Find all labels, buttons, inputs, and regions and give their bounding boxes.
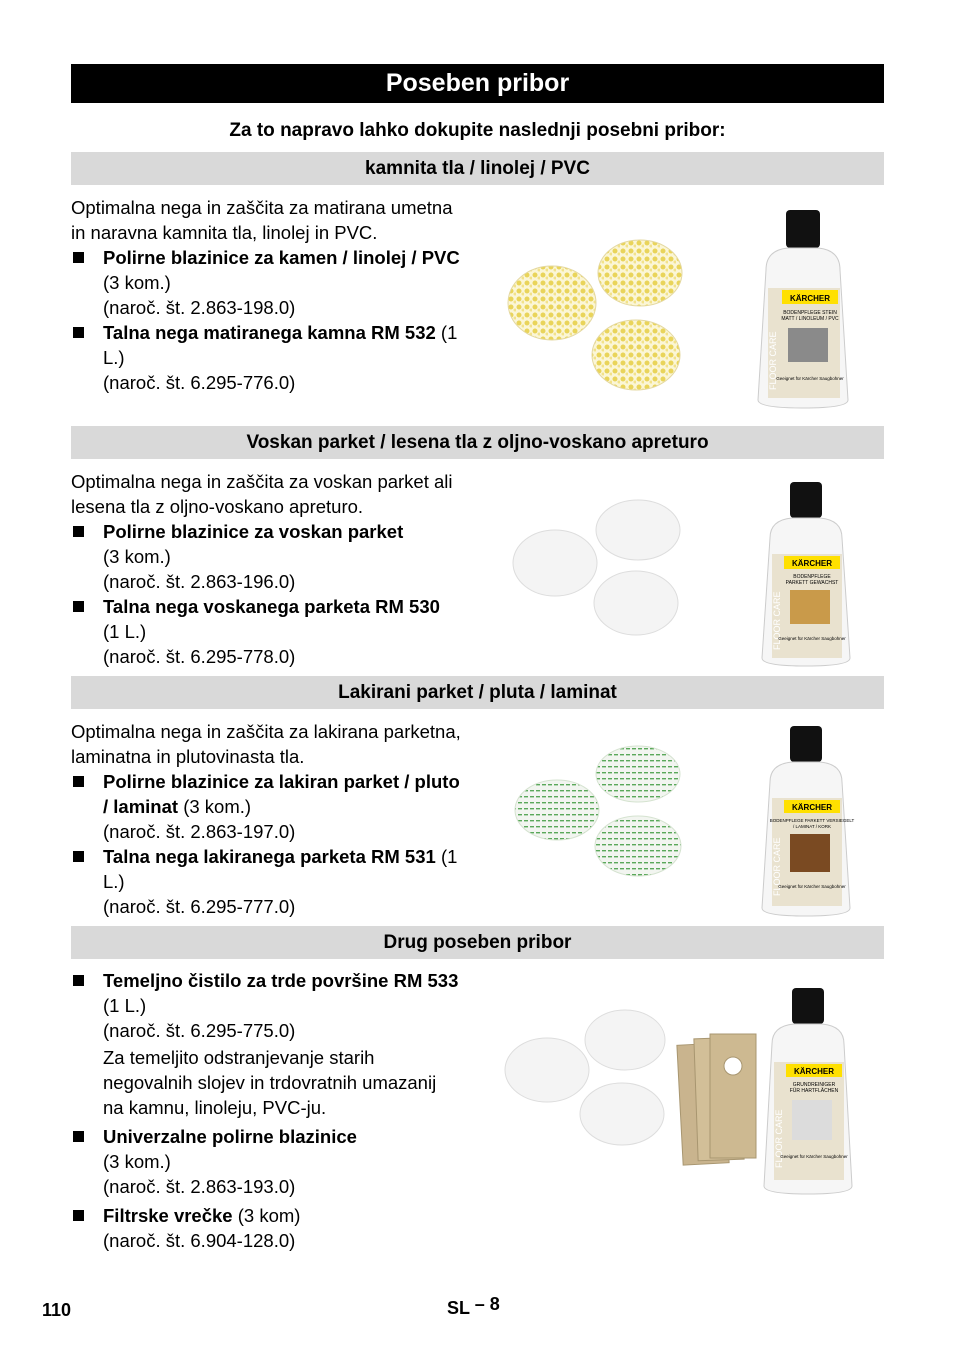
section-waxed-text bbox=[71, 469, 461, 669]
bottle-cap-icon bbox=[786, 210, 820, 248]
svg-text:PARKETT GEWACHST: PARKETT GEWACHST bbox=[785, 580, 839, 586]
bullet-square-icon bbox=[73, 327, 84, 338]
bullet-square-icon bbox=[73, 1131, 84, 1142]
svg-text:BODENPFLEGE PARKETT VERSIEGELT: BODENPFLEGE PARKETT VERSIEGELT bbox=[769, 818, 855, 823]
svg-text:Geeignet für Kärcher Saugbohne: Geeignet für Kärcher Saugbohner bbox=[776, 376, 844, 381]
bullet-square-icon bbox=[73, 1210, 84, 1221]
product-image-lacquered bbox=[500, 722, 870, 918]
list-item: Polirne blazinice za voskan parket (3 kom.) (naroč. št. 2.863-196.0) bbox=[71, 519, 461, 594]
svg-text:FLOOR CARE: FLOOR CARE bbox=[772, 591, 782, 650]
svg-text:KÄRCHER: KÄRCHER bbox=[792, 559, 832, 568]
section-other-text bbox=[71, 968, 461, 1253]
list-item: Filtrske vrečke (3 kom) (naroč. št. 6.904-128.0) bbox=[71, 1203, 461, 1253]
list-item: Univerzalne polirne blazinice (3 kom.) (naroč. št. 2.863-193.0) bbox=[71, 1124, 461, 1199]
section-heading-stone: kamnita tla / linolej / PVC bbox=[71, 152, 884, 185]
svg-text:Geeignet für Kärcher Saugbohne: Geeignet für Kärcher Saugbohner bbox=[778, 884, 846, 889]
svg-text:Geeignet für Kärcher Saugbohne: Geeignet für Kärcher Saugbohner bbox=[778, 636, 846, 641]
svg-text:Geeignet für Kärcher Saugbohne: Geeignet für Kärcher Saugbohner bbox=[780, 1154, 848, 1159]
svg-text:FLOOR CARE: FLOOR CARE bbox=[774, 1109, 784, 1168]
bullet-square-icon bbox=[73, 776, 84, 787]
section-description: Optimalna nega in zaščita za voskan parket ali lesena tla z oljno-voskano apreturo. bbox=[71, 471, 453, 517]
list-item: Talna nega matiranega kamna RM 532 (1 L.) (naroč. št. 6.295-776.0) bbox=[71, 320, 461, 395]
section-heading-lacquered-parquet: Lakirani parket / pluta / laminat bbox=[71, 676, 884, 709]
list-item: Temeljno čistilo za trde površine RM 533 (1 L.) (naroč. št. 6.295-775.0) Za temeljito odstranjevanje starih negovalnih slojev in trdovratnih umazanij na kamnu, linoleju, PVC-ju. bbox=[71, 968, 461, 1120]
intro-text: Za to napravo lahko dokupite naslednji posebni pribor: bbox=[229, 120, 726, 141]
product-image-stone bbox=[500, 200, 870, 415]
list-item: Polirne blazinice za lakiran parket / pluto / laminat (3 kom.) (naroč. št. 2.863-197.0) bbox=[71, 769, 461, 844]
product-image-waxed bbox=[500, 478, 870, 670]
svg-text:MATT / LINOLEUM / PVC: MATT / LINOLEUM / PVC bbox=[781, 316, 839, 322]
bullet-square-icon bbox=[73, 526, 84, 537]
svg-text:GRUNDREINIGER: GRUNDREINIGER bbox=[792, 1082, 836, 1088]
svg-text:FLOOR CARE: FLOOR CARE bbox=[772, 837, 782, 896]
bullet-square-icon bbox=[73, 252, 84, 263]
svg-text:FÜR HARTFLÄCHEN: FÜR HARTFLÄCHEN bbox=[789, 1088, 839, 1094]
svg-text:BODENPFLEGE STEIN: BODENPFLEGE STEIN bbox=[783, 310, 837, 316]
svg-text:KÄRCHER: KÄRCHER bbox=[792, 803, 832, 812]
list-item: Talna nega lakiranega parketa RM 531 (1 L.) (naroč. št. 6.295-777.0) bbox=[71, 844, 461, 919]
page-title: Poseben pribor bbox=[71, 64, 884, 103]
section-description: Optimalna nega in zaščita za matirana umetna in naravna kamnita tla, linolej in PVC. bbox=[71, 197, 453, 243]
section-heading-waxed-parquet: Voskan parket / lesena tla z oljno-voskano apreturo bbox=[71, 426, 884, 459]
product-image-other bbox=[500, 988, 870, 1198]
svg-text:KÄRCHER: KÄRCHER bbox=[794, 1067, 834, 1076]
bullet-square-icon bbox=[73, 851, 84, 862]
svg-text:BODENPFLEGE: BODENPFLEGE bbox=[793, 574, 831, 580]
list-item: Polirne blazinice za kamen / linolej / PVC (3 kom.) (naroč. št. 2.863-198.0) bbox=[71, 245, 461, 320]
bottle-cap-icon bbox=[792, 988, 824, 1024]
list-item: Talna nega voskanega parketa RM 530 (1 L.) (naroč. št. 6.295-778.0) bbox=[71, 594, 461, 669]
svg-text:FLOOR CARE: FLOOR CARE bbox=[768, 331, 778, 390]
svg-text:KÄRCHER: KÄRCHER bbox=[790, 294, 830, 303]
bullet-square-icon bbox=[73, 601, 84, 612]
bottle-cap-icon bbox=[790, 726, 822, 762]
section-stone-text bbox=[71, 195, 461, 395]
section-lacquered-text bbox=[71, 719, 461, 919]
filter-bags-icon bbox=[677, 1034, 756, 1165]
section-description: Optimalna nega in zaščita za lakirana parketna, laminatna in plutovinasta tla. bbox=[71, 721, 461, 767]
svg-text:/ LAMINAT / KORK: / LAMINAT / KORK bbox=[792, 824, 832, 829]
bullet-square-icon bbox=[73, 975, 84, 986]
page-number: 110 bbox=[42, 1300, 72, 1320]
section-heading-other: Drug poseben pribor bbox=[71, 926, 884, 959]
page-footer-label: SL – 8 bbox=[447, 1294, 500, 1318]
bottle-cap-icon bbox=[790, 482, 822, 518]
